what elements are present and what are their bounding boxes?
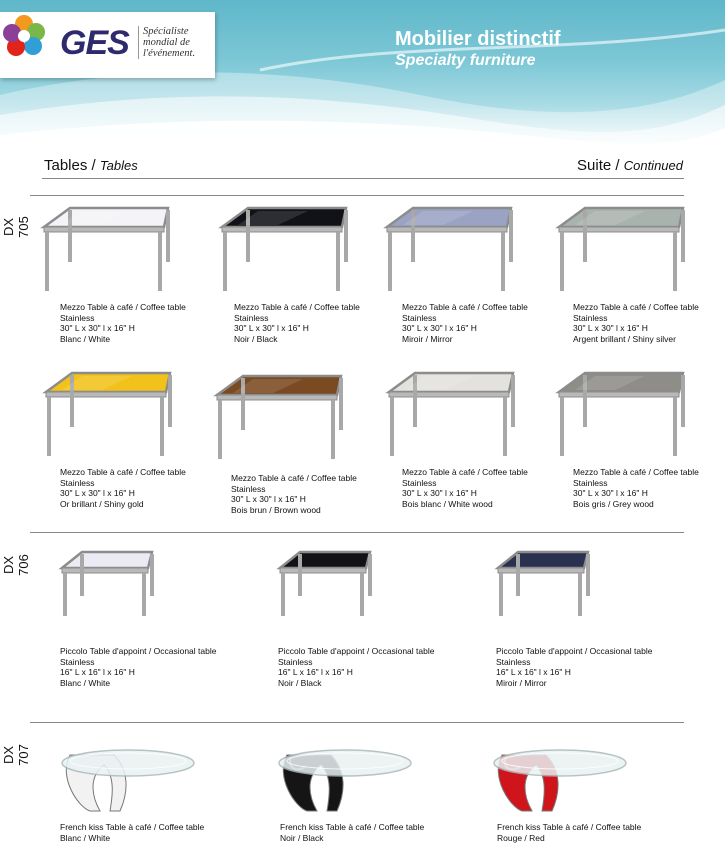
caption-line: Noir / Black	[278, 677, 322, 688]
group-code-dx705: DX 705	[1, 216, 31, 238]
caption-line: Noir / Black	[280, 832, 324, 843]
ges-logo	[0, 12, 215, 78]
caption-line: 30" L x 30" l x 16" H	[573, 323, 648, 333]
product-caption	[60, 822, 204, 843]
table-icon	[42, 370, 174, 456]
french-kiss-table-icon	[480, 737, 630, 817]
product-image	[385, 370, 517, 456]
brand-name: GES	[60, 24, 129, 62]
caption-line: Rouge / Red	[497, 832, 545, 843]
product-image	[42, 370, 174, 456]
product-caption	[280, 822, 424, 843]
table-icon	[40, 205, 172, 291]
caption-line: Stainless	[402, 477, 437, 488]
product-caption	[231, 473, 357, 515]
product-caption	[60, 646, 216, 688]
product-image	[480, 737, 630, 817]
caption-line: Miroir / Mirror	[402, 333, 453, 344]
caption-line: Stainless	[402, 312, 437, 323]
table-icon	[213, 373, 345, 459]
table-icon	[58, 548, 158, 616]
caption-line: Argent brillant / Shiny silver	[573, 333, 676, 344]
product-caption	[60, 467, 186, 509]
product-caption	[278, 646, 434, 688]
product-caption	[497, 822, 641, 843]
caption-line: Stainless	[234, 312, 269, 323]
caption-line: Stainless	[60, 312, 95, 323]
product-caption	[573, 302, 699, 344]
caption-line: 30" L x 30" l x 16" H	[60, 488, 135, 498]
product-caption	[402, 467, 528, 509]
caption-line: 30" L x 30" l x 16" H	[60, 323, 135, 333]
product-image	[265, 737, 415, 817]
caption-line: Piccolo Table d'appoint / Occasional table	[278, 646, 435, 656]
caption-line: Bois gris / Grey wood	[573, 498, 654, 509]
product-caption	[60, 302, 186, 344]
section-divider	[42, 178, 684, 179]
product-image	[40, 205, 172, 291]
caption-line: 16" L x 16" l x 16" H	[278, 667, 353, 677]
caption-line: French kiss Table à café / Coffee table	[497, 822, 642, 832]
section-title: Tables / Tables	[44, 157, 138, 174]
brand-tagline: Spécialiste mondial de l'événement.	[138, 26, 195, 59]
product-image	[276, 548, 376, 616]
section-continued: Suite / Continued	[577, 157, 683, 174]
caption-line: Mezzo Table à café / Coffee table	[231, 473, 357, 483]
french-kiss-table-icon	[265, 737, 415, 817]
product-image	[494, 548, 594, 616]
product-image	[213, 373, 345, 459]
group-code-dx706: DX 706	[1, 554, 31, 576]
caption-line: Stainless	[60, 656, 95, 667]
caption-line: Mezzo Table à café / Coffee table	[234, 302, 360, 312]
caption-line: Mezzo Table à café / Coffee table	[573, 467, 699, 477]
caption-line: Bois brun / Brown wood	[231, 504, 321, 515]
page-title: Mobilier distinctif	[395, 28, 561, 50]
caption-line: 16" L x 16" l x 16" H	[496, 667, 571, 677]
caption-line: Bois blanc / White wood	[402, 498, 493, 509]
table-icon	[385, 370, 517, 456]
product-caption	[402, 302, 528, 344]
caption-line: Blanc / White	[60, 832, 111, 843]
caption-line: French kiss Table à café / Coffee table	[280, 822, 425, 832]
table-icon	[276, 548, 376, 616]
caption-line: Mezzo Table à café / Coffee table	[60, 467, 186, 477]
product-caption	[573, 467, 699, 509]
caption-line: 30" L x 30" l x 16" H	[402, 488, 477, 498]
caption-line: Blanc / White	[60, 333, 111, 344]
product-image	[555, 370, 687, 456]
caption-line: 16" L x 16" l x 16" H	[60, 667, 135, 677]
product-image	[218, 205, 350, 291]
table-icon	[555, 205, 687, 291]
caption-line: 30" L x 30" l x 16" H	[231, 494, 306, 504]
page-subtitle: Specialty furniture	[395, 52, 536, 69]
table-icon	[494, 548, 594, 616]
caption-line: Noir / Black	[234, 333, 278, 344]
group-divider-dx705	[30, 195, 684, 196]
group-divider-dx707	[30, 722, 684, 723]
french-kiss-table-icon	[48, 737, 198, 817]
group-divider-dx706	[30, 532, 684, 533]
caption-line: Mezzo Table à café / Coffee table	[573, 302, 699, 312]
table-icon	[218, 205, 350, 291]
ges-flower-icon	[0, 12, 48, 60]
caption-line: 30" L x 30" l x 16" H	[402, 323, 477, 333]
product-image	[48, 737, 198, 817]
product-image	[58, 548, 158, 616]
product-image	[383, 205, 515, 291]
caption-line: Stainless	[60, 477, 95, 488]
caption-line: Stainless	[496, 656, 531, 667]
caption-line: Miroir / Mirror	[496, 677, 547, 688]
caption-line: Stainless	[573, 477, 608, 488]
caption-line: Or brillant / Shiny gold	[60, 498, 144, 509]
product-image	[555, 205, 687, 291]
caption-line: 30" L x 30" l x 16" H	[573, 488, 648, 498]
header-banner	[0, 0, 725, 150]
caption-line: Mezzo Table à café / Coffee table	[402, 302, 528, 312]
caption-line: Stainless	[278, 656, 313, 667]
product-caption	[496, 646, 652, 688]
caption-line: Stainless	[573, 312, 608, 323]
caption-line: Piccolo Table d'appoint / Occasional table	[60, 646, 217, 656]
caption-line: Mezzo Table à café / Coffee table	[60, 302, 186, 312]
caption-line: 30" L x 30" l x 16" H	[234, 323, 309, 333]
caption-line: Stainless	[231, 483, 266, 494]
caption-line: French kiss Table à café / Coffee table	[60, 822, 205, 832]
caption-line: Mezzo Table à café / Coffee table	[402, 467, 528, 477]
product-caption	[234, 302, 360, 344]
caption-line: Blanc / White	[60, 677, 111, 688]
table-icon	[555, 370, 687, 456]
table-icon	[383, 205, 515, 291]
group-code-dx707: DX 707	[1, 744, 31, 766]
caption-line: Piccolo Table d'appoint / Occasional table	[496, 646, 653, 656]
